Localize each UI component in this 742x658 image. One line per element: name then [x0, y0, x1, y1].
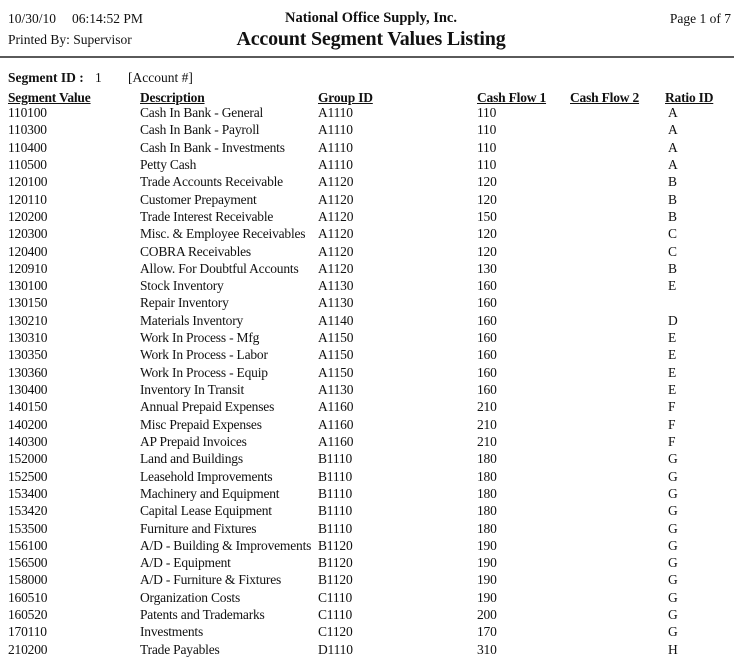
cell-ratio-id: C: [668, 243, 677, 259]
company-name: National Office Supply, Inc.: [284, 10, 457, 26]
table-row: [0, 537, 742, 554]
cell-ratio-id: B: [668, 174, 677, 190]
cell-ratio-id: C: [668, 226, 677, 242]
column-header-description: Description: [140, 90, 205, 105]
cell-description: Investments: [140, 624, 204, 640]
cell-description: AP Prepaid Invoices: [140, 433, 247, 449]
cell-description: Customer Prepayment: [140, 191, 257, 207]
column-header-cash-flow-1: Cash Flow 1: [477, 90, 547, 105]
cell-ratio-id: G: [668, 520, 678, 536]
table-row: [0, 243, 742, 260]
cell-description: Stock Inventory: [140, 278, 224, 294]
cell-group-id: A1160: [318, 416, 354, 432]
cell-cash-flow-1: 150: [477, 208, 497, 224]
cell-description: Repair Inventory: [140, 295, 229, 311]
cell-ratio-id: E: [668, 382, 677, 397]
cell-description: Land and Buildings: [140, 451, 243, 467]
table-row: [0, 468, 742, 485]
table-row: [0, 502, 742, 519]
table-row: [0, 433, 742, 450]
table-row: [0, 554, 742, 571]
cell-cash-flow-1: 160: [477, 295, 497, 311]
cell-cash-flow-1: 180: [477, 520, 497, 536]
cell-segment-value: 120200: [8, 208, 48, 224]
cell-segment-value: 110500: [8, 156, 47, 172]
cell-group-id: A1160: [318, 399, 354, 415]
cell-ratio-id: G: [668, 555, 678, 571]
cell-group-id: A1120: [318, 191, 354, 207]
cell-group-id: A1120: [318, 208, 354, 224]
cell-description: COBRA Receivables: [140, 243, 251, 259]
cell-cash-flow-1: 110: [477, 139, 497, 155]
cell-ratio-id: G: [668, 503, 678, 519]
cell-group-id: A1150: [318, 347, 354, 363]
cell-group-id: A1110: [318, 122, 353, 138]
cell-cash-flow-1: 160: [477, 312, 497, 328]
cell-ratio-id: A: [668, 139, 678, 155]
table-row: [0, 623, 742, 640]
cell-cash-flow-1: 110: [477, 105, 497, 120]
cell-segment-value: 158000: [8, 572, 48, 588]
cell-ratio-id: E: [668, 278, 677, 294]
cell-description: Work In Process - Mfg: [140, 330, 260, 346]
column-header-segment-value: Segment Value: [8, 90, 91, 105]
cell-ratio-id: E: [668, 347, 677, 363]
segment-id-line: [0, 70, 742, 88]
cell-group-id: B1110: [318, 485, 353, 501]
cell-ratio-id: G: [668, 572, 678, 588]
cell-segment-value: 120100: [8, 174, 48, 190]
cell-ratio-id: F: [668, 416, 676, 432]
cell-group-id: B1120: [318, 572, 353, 588]
cell-cash-flow-1: 160: [477, 278, 497, 294]
table-row: [0, 225, 742, 242]
table-row: [0, 346, 742, 363]
cell-description: Petty Cash: [140, 156, 197, 172]
cell-description: Trade Payables: [140, 641, 220, 657]
report-title: Account Segment Values Listing: [236, 28, 506, 50]
cell-cash-flow-1: 120: [477, 174, 497, 190]
table-row: [0, 191, 742, 208]
cell-segment-value: 153420: [8, 503, 48, 519]
report-date: 10/30/10: [8, 11, 57, 26]
cell-segment-value: 153400: [8, 485, 48, 501]
cell-description: Cash In Bank - Investments: [140, 139, 285, 155]
cell-ratio-id: G: [668, 468, 678, 484]
cell-group-id: B1110: [318, 503, 353, 519]
cell-group-id: B1120: [318, 555, 353, 571]
cell-cash-flow-1: 190: [477, 555, 497, 571]
table-row: [0, 121, 742, 138]
cell-cash-flow-1: 190: [477, 537, 497, 553]
table-row: [0, 485, 742, 502]
cell-description: Allow. For Doubtful Accounts: [140, 260, 299, 276]
cell-ratio-id: G: [668, 451, 678, 467]
cell-segment-value: 160510: [8, 589, 48, 605]
cell-segment-value: 130360: [8, 364, 48, 380]
cell-segment-value: 156100: [8, 537, 48, 553]
cell-cash-flow-1: 110: [477, 156, 497, 172]
cell-group-id: A1150: [318, 364, 354, 380]
cell-cash-flow-1: 190: [477, 572, 497, 588]
table-row: [0, 173, 742, 190]
cell-group-id: A1120: [318, 260, 354, 276]
cell-segment-value: 130210: [8, 312, 48, 328]
cell-cash-flow-1: 180: [477, 451, 497, 467]
cell-description: Inventory In Transit: [140, 382, 245, 397]
cell-group-id: A1140: [318, 312, 354, 328]
table-row: [0, 208, 742, 225]
cell-segment-value: 140300: [8, 433, 48, 449]
cell-group-id: A1160: [318, 433, 354, 449]
cell-segment-value: 152000: [8, 451, 48, 467]
segment-name: [Account #]: [128, 70, 193, 85]
cell-group-id: A1110: [318, 139, 353, 155]
cell-segment-value: 140150: [8, 399, 48, 415]
cell-segment-value: 130150: [8, 295, 48, 311]
cell-group-id: A1120: [318, 226, 354, 242]
table-row: [0, 381, 742, 398]
table-row: [0, 139, 742, 156]
table-row: [0, 606, 742, 623]
cell-cash-flow-1: 200: [477, 607, 497, 623]
table-row: [0, 260, 742, 277]
cell-cash-flow-1: 180: [477, 468, 497, 484]
cell-ratio-id: B: [668, 260, 677, 276]
cell-group-id: C1120: [318, 624, 353, 640]
cell-description: Capital Lease Equipment: [140, 503, 272, 519]
cell-cash-flow-1: 180: [477, 503, 497, 519]
cell-group-id: B1110: [318, 451, 353, 467]
cell-ratio-id: A: [668, 105, 678, 120]
cell-cash-flow-1: 210: [477, 433, 497, 449]
cell-segment-value: 120300: [8, 226, 48, 242]
cell-cash-flow-1: 310: [477, 641, 497, 657]
cell-description: Cash In Bank - Payroll: [140, 122, 260, 138]
table-body: [0, 104, 742, 658]
cell-description: Leasehold Improvements: [140, 468, 273, 484]
table-row: [0, 571, 742, 588]
cell-cash-flow-1: 120: [477, 243, 497, 259]
cell-description: Materials Inventory: [140, 312, 244, 328]
table-row: [0, 104, 742, 121]
segment-id-value: 1: [95, 70, 102, 85]
cell-segment-value: 120110: [8, 191, 47, 207]
column-header-group-id: Group ID: [318, 90, 373, 105]
cell-description: Misc Prepaid Expenses: [140, 416, 262, 432]
cell-description: Cash In Bank - General: [140, 105, 264, 120]
cell-ratio-id: A: [668, 156, 678, 172]
cell-ratio-id: G: [668, 624, 678, 640]
cell-segment-value: 130100: [8, 278, 48, 294]
cell-group-id: C1110: [318, 589, 353, 605]
cell-segment-value: 110300: [8, 122, 47, 138]
cell-group-id: A1130: [318, 382, 354, 397]
cell-group-id: A1120: [318, 243, 354, 259]
cell-cash-flow-1: 110: [477, 122, 497, 138]
table-row: [0, 416, 742, 433]
cell-segment-value: 120910: [8, 260, 48, 276]
cell-segment-value: 110100: [8, 105, 47, 120]
cell-ratio-id: H: [668, 641, 678, 657]
cell-cash-flow-1: 160: [477, 330, 497, 346]
table-row: [0, 398, 742, 415]
cell-ratio-id: E: [668, 330, 677, 346]
report-time: 06:14:52 PM: [72, 11, 143, 26]
cell-ratio-id: B: [668, 191, 677, 207]
cell-ratio-id: G: [668, 485, 678, 501]
cell-group-id: A1130: [318, 295, 354, 311]
cell-ratio-id: E: [668, 364, 677, 380]
table-row: [0, 450, 742, 467]
table-row: [0, 641, 742, 658]
cell-segment-value: 170110: [8, 624, 47, 640]
cell-group-id: A1150: [318, 330, 354, 346]
table-row: [0, 589, 742, 606]
cell-description: A/D - Equipment: [140, 555, 231, 571]
table-row: [0, 277, 742, 294]
cell-description: Misc. & Employee Receivables: [140, 226, 306, 242]
cell-ratio-id: G: [668, 537, 678, 553]
cell-segment-value: 152500: [8, 468, 48, 484]
cell-ratio-id: D: [668, 312, 678, 328]
cell-group-id: A1110: [318, 105, 353, 120]
cell-cash-flow-1: 160: [477, 347, 497, 363]
table-row: [0, 156, 742, 173]
cell-cash-flow-1: 170: [477, 624, 497, 640]
cell-ratio-id: B: [668, 208, 677, 224]
cell-segment-value: 153500: [8, 520, 48, 536]
column-header-cash-flow-2: Cash Flow 2: [570, 90, 640, 105]
cell-cash-flow-1: 180: [477, 485, 497, 501]
cell-ratio-id: F: [668, 433, 676, 449]
cell-segment-value: 130350: [8, 347, 48, 363]
page-number: Page 1 of 7: [669, 11, 731, 26]
cell-segment-value: 130400: [8, 382, 48, 397]
table-row: [0, 364, 742, 381]
cell-description: A/D - Furniture & Fixtures: [140, 572, 282, 588]
cell-segment-value: 156500: [8, 555, 48, 571]
cell-group-id: D1110: [318, 641, 353, 657]
cell-segment-value: 120400: [8, 243, 48, 259]
cell-group-id: B1110: [318, 468, 353, 484]
cell-cash-flow-1: 120: [477, 191, 497, 207]
cell-description: Trade Interest Receivable: [140, 208, 274, 224]
header-divider: [0, 56, 734, 58]
cell-cash-flow-1: 160: [477, 364, 497, 380]
cell-ratio-id: F: [668, 399, 676, 415]
cell-segment-value: 110400: [8, 139, 47, 155]
cell-group-id: A1120: [318, 174, 354, 190]
cell-ratio-id: A: [668, 122, 678, 138]
cell-cash-flow-1: 190: [477, 589, 497, 605]
cell-cash-flow-1: 120: [477, 226, 497, 242]
cell-cash-flow-1: 210: [477, 399, 497, 415]
cell-group-id: C1110: [318, 607, 353, 623]
cell-ratio-id: G: [668, 589, 678, 605]
cell-description: Patents and Trademarks: [140, 607, 265, 623]
cell-cash-flow-1: 210: [477, 416, 497, 432]
cell-description: Trade Accounts Receivable: [140, 174, 283, 190]
cell-segment-value: 210200: [8, 641, 48, 657]
cell-segment-value: 130310: [8, 330, 48, 346]
cell-description: Organization Costs: [140, 589, 241, 605]
cell-description: A/D - Building & Improvements: [140, 537, 312, 553]
table-row: [0, 294, 742, 311]
segment-id-label: Segment ID :: [8, 70, 84, 85]
cell-description: Work In Process - Equip: [140, 364, 268, 380]
column-header-ratio-id: Ratio ID: [665, 90, 714, 105]
table-row: [0, 312, 742, 329]
cell-group-id: A1130: [318, 278, 354, 294]
cell-ratio-id: G: [668, 607, 678, 623]
cell-group-id: B1110: [318, 520, 353, 536]
cell-group-id: B1120: [318, 537, 353, 553]
cell-cash-flow-1: 160: [477, 382, 497, 397]
cell-segment-value: 140200: [8, 416, 48, 432]
cell-description: Annual Prepaid Expenses: [140, 399, 275, 415]
table-row: [0, 520, 742, 537]
cell-description: Furniture and Fixtures: [140, 520, 257, 536]
cell-group-id: A1110: [318, 156, 353, 172]
cell-cash-flow-1: 130: [477, 260, 497, 276]
table-row: [0, 329, 742, 346]
printed-by: Printed By: Supervisor: [8, 32, 132, 47]
cell-description: Machinery and Equipment: [140, 485, 280, 501]
cell-description: Work In Process - Labor: [140, 347, 268, 363]
cell-segment-value: 160520: [8, 607, 48, 623]
